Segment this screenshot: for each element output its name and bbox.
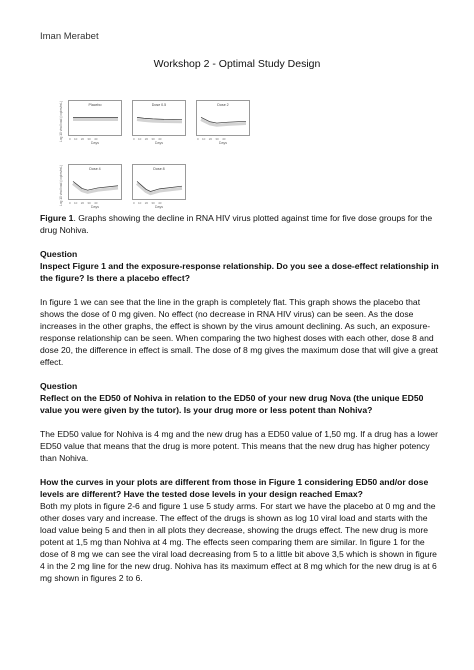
y-axis-label: Log 10 viral load (copies/mL) bbox=[59, 101, 63, 142]
x-ticks: 0 10 20 30 40 bbox=[69, 137, 98, 141]
panel-title: Placebo bbox=[88, 103, 102, 107]
panel-title: Dose 2 bbox=[217, 103, 229, 107]
curve-band bbox=[73, 184, 118, 193]
x-ticks: 0 10 20 30 40 bbox=[133, 201, 162, 205]
y-axis-label: Log 10 viral load (copies/mL) bbox=[59, 165, 63, 206]
panel-dose-8 bbox=[132, 164, 186, 209]
panel-title: Dose 8 bbox=[153, 167, 165, 171]
caption-text: . Graphs showing the decline in RNA HIV virus plotted against time for five dose groups for the drug Nohiva. bbox=[40, 213, 433, 235]
panel-dose-2 bbox=[196, 100, 250, 145]
section-1-question: Inspect Figure 1 and the exposure-response relationship. Do you see a dose-effect relationship in the figure? Is there a placebo effect? bbox=[40, 261, 439, 283]
panel-title: Dose 4 bbox=[89, 167, 101, 171]
x-axis-label: Days bbox=[218, 141, 228, 145]
x-ticks: 0 10 20 30 40 bbox=[197, 137, 226, 141]
section-1-answer: In figure 1 we can see that the line in the graph is completely flat. This graph shows the placebo that shows the dose of 0 mg given. No effect (no decrease in RNA HIV virus) can be seen. As the dose increases in the other graphs, the effect is shown by the virus amount declining. As such, an exposure-response relationship can be seen. When comparing the two highest doses with each other, dose 8 and dose 20, the difference in effect is small. The dose of 8 mg gives the maximum dose that will give a great effect. bbox=[40, 297, 438, 367]
caption-label: Figure 1 bbox=[40, 213, 74, 223]
panel-dose-0-5 bbox=[132, 100, 186, 145]
x-ticks: 0 10 20 30 40 bbox=[133, 137, 162, 141]
figure-caption bbox=[40, 212, 440, 236]
panel-dose-4 bbox=[59, 164, 122, 209]
section-2-answer: The ED50 value for Nohiva is 4 mg and the new drug has a ED50 value of 1,50 mg. If a drug has a lower ED50 value that means that the drug is more potent. This means that the new drug has higher potency than Nohiva. bbox=[40, 429, 438, 463]
document-title: Workshop 2 - Optimal Study Design bbox=[153, 58, 321, 70]
panel-title: Dose 0.5 bbox=[151, 103, 167, 107]
x-axis-label: Days bbox=[90, 205, 100, 209]
panel-placebo bbox=[59, 100, 122, 145]
x-axis-label: Days bbox=[154, 141, 164, 145]
document-body bbox=[40, 212, 440, 584]
section-1-heading: Question bbox=[40, 249, 78, 259]
section-3-answer: Both my plots in figure 2-6 and figure 1 use 5 study arms. For start we have the placebo at 0 mg and the other doses vary and increase. The effect of the drugs is shown as log 10 viral load and starts with the load value being 5 and then in all plots they decrease, showing the drugs effect. The new drug is more potent at 1,5 mg than Nohiva at 4 mg. The effects seen comparing them are similar. In figure 1 for the dose of 8 mg we can see the viral load decreasing from 5 to a little bit above 3,5 which is shown in figure 4 in the 2 mg line for the new drug. Nohiva has its maximum effect at 8 mg which for the new drug is at 6 mg shown in figures 2 to 6. bbox=[40, 501, 437, 583]
x-axis-label: Days bbox=[154, 205, 164, 209]
section-2-question: Reflect on the ED50 of Nohiva in relation to the ED50 of your new drug Nova (the unique ED50 value you were given by the tutor). Is your drug more or less potent than Nohiva? bbox=[40, 393, 424, 415]
section-3-question: How the curves in your plots are different from those in Figure 1 considering ED50 and/or dose levels are different? Have the tested dose levels in your design reached Emax? bbox=[40, 477, 429, 499]
curve-band bbox=[137, 120, 182, 122]
x-axis-label: Days bbox=[90, 141, 100, 145]
figure-1-panels bbox=[56, 92, 256, 216]
author-name: Iman Merabet bbox=[40, 31, 99, 42]
section-2-heading: Question bbox=[40, 381, 78, 391]
x-ticks: 0 10 20 30 40 bbox=[69, 201, 98, 205]
